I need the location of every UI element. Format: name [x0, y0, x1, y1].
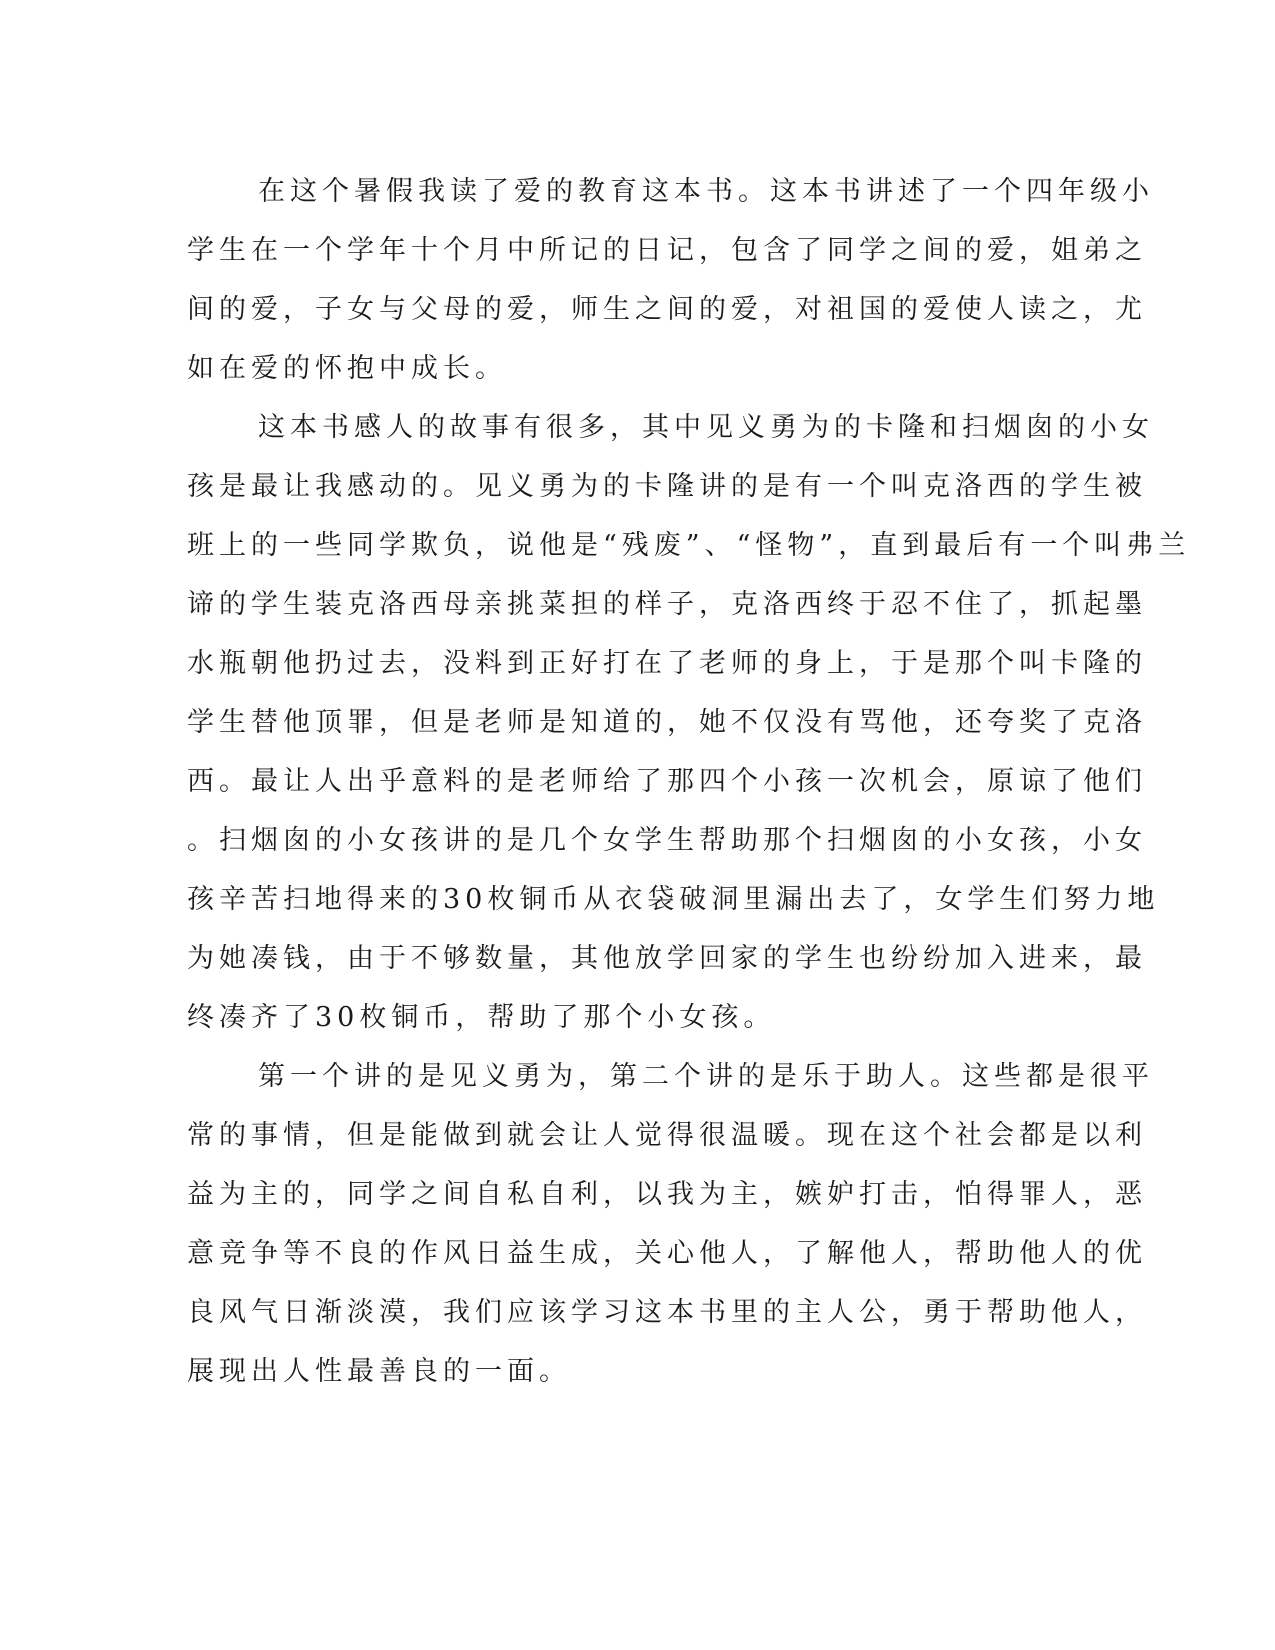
text-line: 谛的学生装克洛西母亲挑菜担的样子，克洛西终于忍不住了，抓起墨 [187, 589, 1147, 620]
text-line: 益为主的，同学之间自私自利，以我为主，嫉妒打击，怕得罪人，恶 [187, 1179, 1147, 1210]
text-line: 孩是最让我感动的。见义勇为的卡隆讲的是有一个叫克洛西的学生被 [187, 471, 1147, 502]
text-line: 常的事情，但是能做到就会让人觉得很温暖。现在这个社会都是以利 [187, 1120, 1147, 1151]
text-line: 间的爱，子女与父母的爱，师生之间的爱，对祖国的爱使人读之，尤 [187, 294, 1147, 325]
text-line: 如在爱的怀抱中成长。 [187, 353, 507, 384]
text-line: 学生替他顶罪，但是老师是知道的，她不仅没有骂他，还夸奖了克洛 [187, 707, 1147, 738]
text-line: 这本书感人的故事有很多，其中见义勇为的卡隆和扫烟囱的小女 [258, 412, 1154, 443]
text-line: 意竞争等不良的作风日益生成，关心他人，了解他人，帮助他人的优 [187, 1238, 1147, 1269]
text-line: 为她凑钱，由于不够数量，其他放学回家的学生也纷纷加入进来，最 [187, 943, 1147, 974]
text-line: 学生在一个学年十个月中所记的日记，包含了同学之间的爱，姐弟之 [187, 235, 1147, 266]
text-line: 。扫烟囱的小女孩讲的是几个女学生帮助那个扫烟囱的小女孩，小女 [187, 825, 1147, 856]
text-line: 孩辛苦扫地得来的30枚铜币从衣袋破洞里漏出去了，女学生们努力地 [187, 884, 1160, 915]
text-line: 良风气日渐淡漠，我们应该学习这本书里的主人公，勇于帮助他人， [187, 1297, 1147, 1328]
text-line: 西。最让人出乎意料的是老师给了那四个小孩一次机会，原谅了他们 [187, 766, 1147, 797]
text-line: 在这个暑假我读了爱的教育这本书。这本书讲述了一个四年级小 [258, 176, 1154, 207]
text-line: 第一个讲的是见义勇为，第二个讲的是乐于助人。这些都是很平 [258, 1061, 1154, 1092]
text-line: 水瓶朝他扔过去，没料到正好打在了老师的身上，于是那个叫卡隆的 [187, 648, 1147, 679]
text-line: 展现出人性最善良的一面。 [187, 1356, 571, 1387]
paragraph-3 [187, 1047, 1154, 1401]
paragraph-1 [187, 162, 1154, 398]
document-body [187, 162, 1191, 1401]
paragraph-2 [187, 398, 1191, 1047]
text-line: 终凑齐了30枚铜币，帮助了那个小女孩。 [187, 1002, 776, 1033]
text-line: 班上的一些同学欺负，说他是“残废”、“怪物”，直到最后有一个叫弗兰 [187, 530, 1191, 561]
